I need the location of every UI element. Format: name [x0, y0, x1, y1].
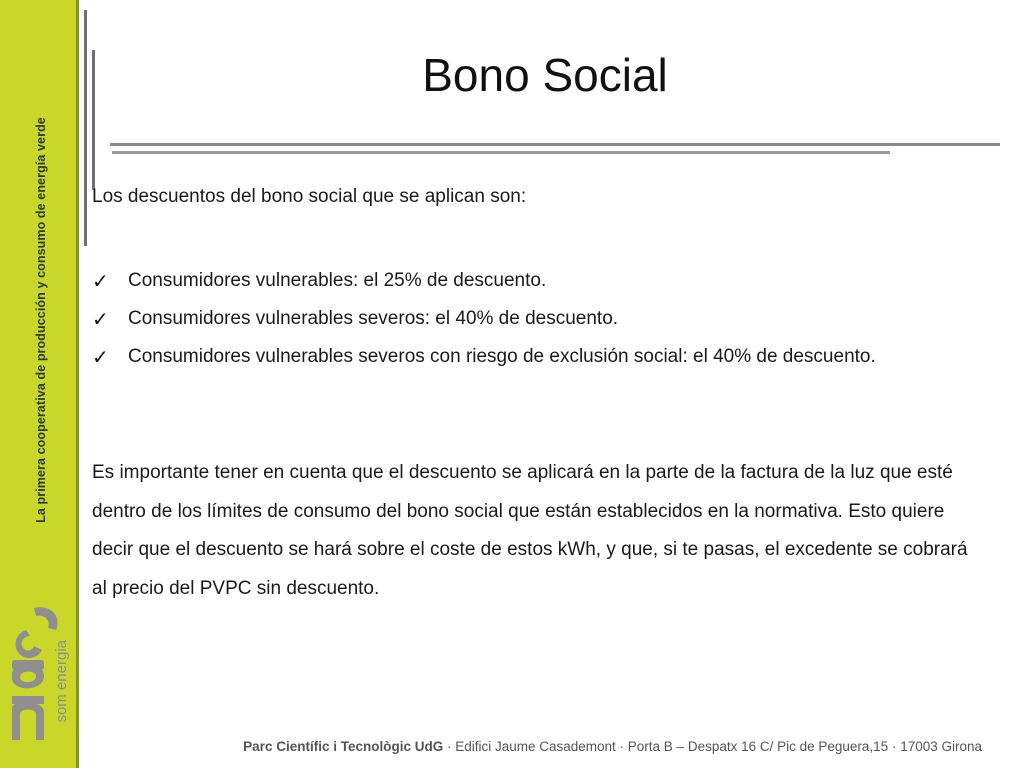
slide-title: Bono Social — [422, 49, 668, 101]
footer-address-details: · Edifici Jaume Casademont · Porta B – Despatx 16 C/ Pic de Peguera,15 · 17003 Girona — [443, 739, 982, 754]
logo-wordmark: som energia — [53, 640, 70, 723]
som-energia-logo — [4, 600, 74, 745]
footer-address — [243, 739, 982, 754]
footer-institution: Parc Científic i Tecnològic UdG — [243, 739, 444, 754]
explanation-paragraph: Es importante tener en cuenta que el descuento se aplicará en la parte de la factura de la luz que esté dentro de los límites de consumo del bono social que están establecidos en la normativa. Esto quiere decir que el descuento se hará sobre el coste de estos kWh, y que, si te pasas, el excedente se cobrará al precio del PVPC sin descuento. — [92, 462, 968, 599]
list-item — [92, 338, 876, 376]
intro-text: Los descuentos del bono social que se aplican son: — [92, 186, 527, 207]
list-item-text: Consumidores vulnerables: el 25% de descuento. — [128, 270, 547, 291]
sidebar-edge — [76, 0, 79, 768]
checkmark-icon: ✓ — [92, 346, 109, 369]
sidebar-tagline: La primera cooperativa de producción y consumo de energía verde — [34, 117, 48, 523]
list-item — [92, 262, 876, 300]
checkmark-icon: ✓ — [92, 270, 109, 293]
title-underline-top — [110, 143, 1000, 146]
list-item-text: Consumidores vulnerables severos con riesgo de exclusión social: el 40% de descuento. — [128, 346, 876, 367]
list-item-text: Consumidores vulnerables severos: el 40% de descuento. — [128, 308, 619, 329]
vertical-rule-outer — [84, 10, 87, 246]
title-underline-bottom — [112, 151, 890, 154]
list-item — [92, 300, 876, 338]
checkmark-icon: ✓ — [92, 308, 109, 331]
discount-list — [92, 262, 876, 376]
